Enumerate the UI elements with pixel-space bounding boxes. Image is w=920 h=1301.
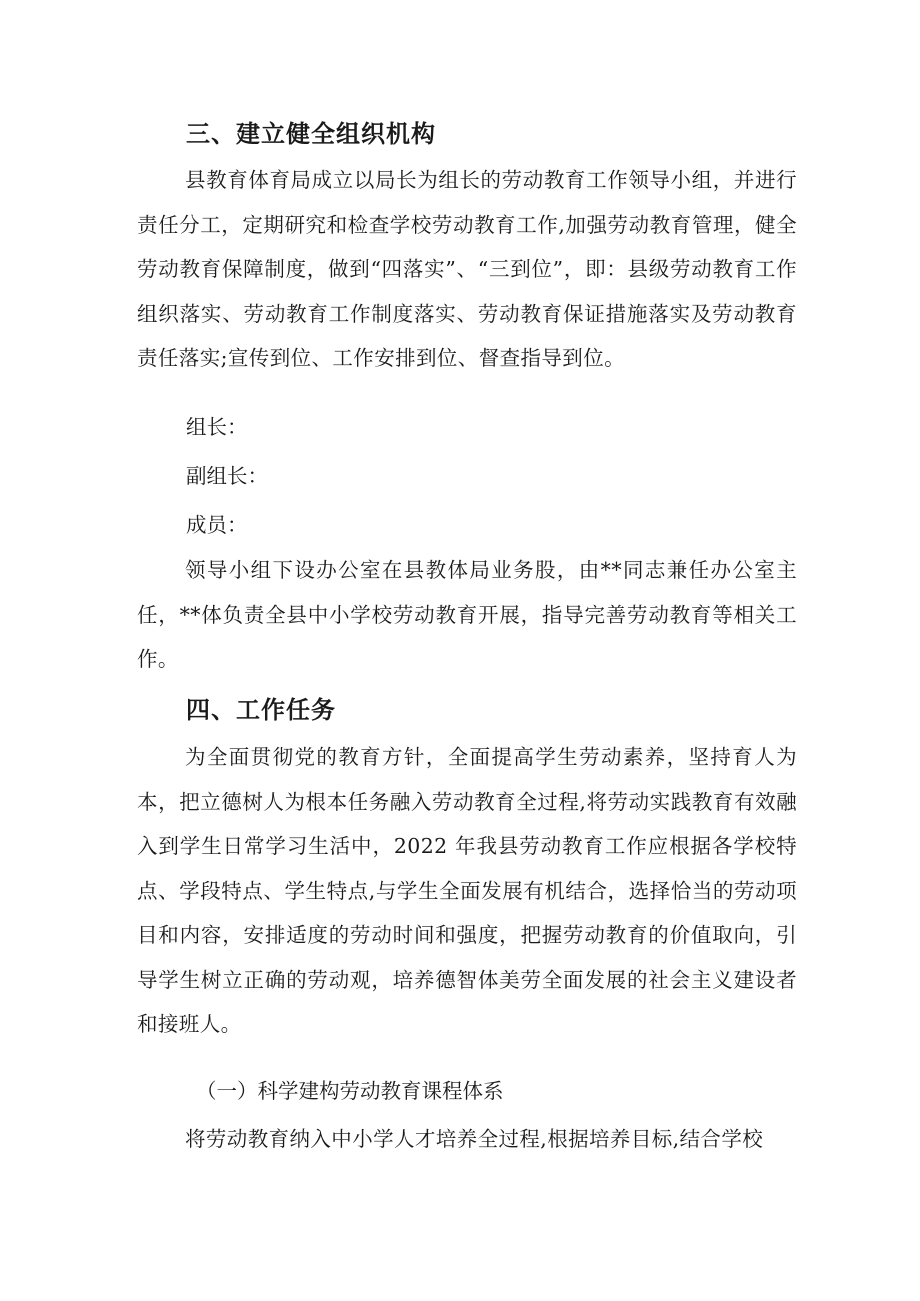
members-label: 成员：: [186, 513, 248, 537]
section-4-paragraph-2: 将劳动教育纳入中小学人才培养全过程,根据培养目标,结合学校: [185, 1127, 764, 1151]
deputy-leader-label: 副组长：: [186, 464, 268, 488]
section-3-heading: 三、建立健全组织机构: [186, 120, 436, 148]
subsection-1-heading: （一）科学建构劳动教育课程体系: [196, 1079, 504, 1103]
section-4-heading: 四、工作任务: [186, 696, 336, 724]
section-3-paragraph-1: 县教育体育局成立以局长为组长的劳动教育工作领导小组，并进行责任分工，定期研究和检查学校劳动教育工作,加强劳动教育管理，健全劳动教育保障制度，做到“四落实”、“三到位”，即：县级劳动教育工作组织落实、劳动教育工作制度落实、劳动教育保证措施落实及劳动教育责任落实;宣传到位、工作安排到位、督查指导到位。: [137, 168, 797, 370]
section-4-paragraph-1: 为全面贯彻党的教育方针，全面提高学生劳动素养，坚持育人为本，把立德树人为根本任务融入劳动教育全过程,将劳动实践教育有效融入到学生日常学习生活中，2022 年我县劳动教育工作应根据各学校特点、学段特点、学生特点,与学生全面发展有机结合，选择恰当的劳动项目和内容，安排适度的劳动时间和强度，把握劳动教育的价值取向，引导学生树立正确的劳动观，培养德智体美劳全面发展的社会主义建设者和接班人。: [137, 745, 797, 1036]
section-3-paragraph-2: 领导小组下设办公室在县教体局业务股，由**同志兼任办公室主任，**体负责全县中小学校劳动教育开展，指导完善劳动教育等相关工作。: [137, 558, 797, 671]
leader-label: 组长：: [186, 415, 248, 439]
